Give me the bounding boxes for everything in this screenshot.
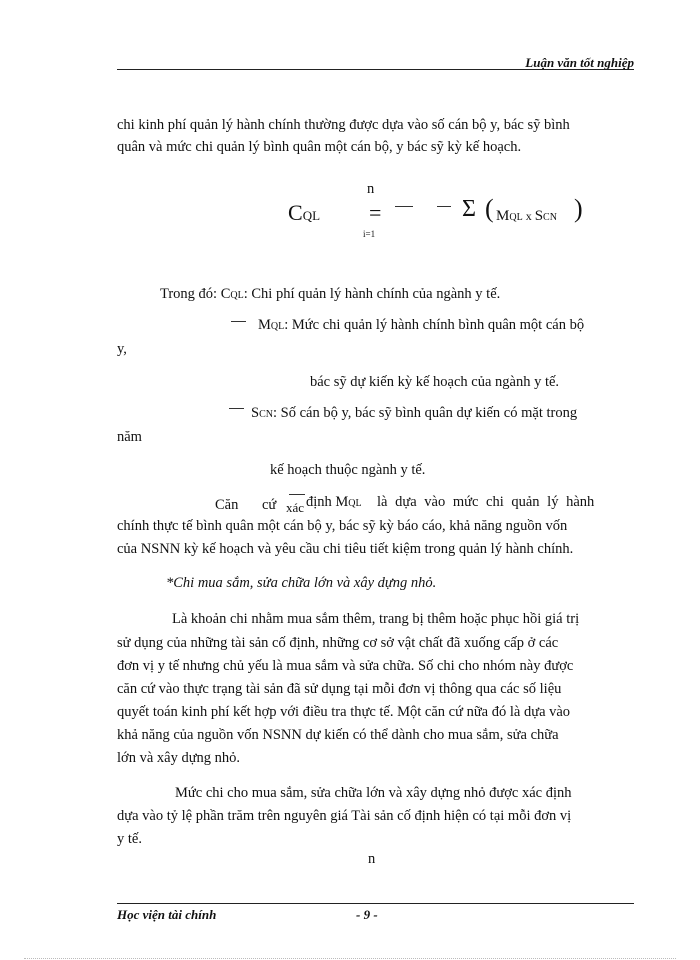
def-s-cont: kế hoạch thuộc ngành y tế.: [270, 462, 426, 478]
def-s: SCN: Số cán bộ y, bác sỹ bình quân dự kiến có mặt trong: [251, 405, 578, 421]
formula-lhs: CQL: [288, 200, 321, 225]
formula-sigma: Σ: [462, 196, 476, 222]
formula-close-paren: ): [574, 194, 583, 223]
para1-line-1: Là khoản chi nhằm mua sắm thêm, trang bị thêm hoặc phục hồi giá trị: [172, 611, 580, 627]
section-heading: *Chi mua sắm, sửa chữa lớn và xây dựng nhỏ.: [166, 575, 437, 591]
footer-page-number: - 9 -: [356, 907, 378, 922]
basis-xac: xác: [286, 500, 305, 515]
def-m: MQL: Mức chi quản lý hành chính bình quân một cán bộ: [258, 317, 585, 333]
basis-line-3: của NSNN kỳ kế hoạch và yêu cầu chi tiêu tiết kiệm trong quản lý hành chính.: [117, 541, 574, 557]
footer-institution: Học viện tài chính: [117, 907, 217, 922]
body-line-1: chi kinh phí quản lý hành chính thường được dựa vào số cán bộ y, bác sỹ bình: [117, 117, 570, 133]
para1-line-4: căn cứ vào thực trạng tài sản đã sử dụng tại mỗi đơn vị thông qua các số liệu: [117, 681, 562, 697]
para1-line-2: sử dụng của những tài sản cố định, những cơ sở vật chất đã xuống cấp ở các: [117, 635, 559, 651]
basis-can: Căn: [215, 497, 239, 513]
para1-line-7: lớn và xây dựng nhỏ.: [117, 750, 241, 766]
formula-bar-2: [437, 206, 451, 207]
para1-line-6: khả năng của nguồn vốn NSNN dự kiến có thể dành cho mua sắm, sửa chữa: [117, 727, 559, 743]
def-s-bar: [229, 408, 244, 409]
body-line-2: quân và mức chi quản lý bình quân một cán bộ, y bác sỹ kỳ kế hoạch.: [117, 139, 522, 155]
header-rule: [117, 69, 634, 70]
basis-bar: [289, 494, 305, 495]
formula-terms: MQL x SCN: [496, 208, 557, 224]
formula-open-paren: (: [485, 194, 494, 223]
basis-rest: là dựa vào mức chi quản lý hành: [377, 494, 595, 510]
trailing-sum-upper: n: [368, 851, 376, 867]
def-s-wrap: năm: [117, 429, 142, 445]
def-m-cont: bác sỹ dự kiến kỳ kế hoạch của ngành y tế.: [310, 374, 560, 390]
formula-sum-upper: n: [367, 181, 375, 197]
basis-dinh: định MQL: [306, 494, 362, 510]
para2-line-1: Mức chi cho mua sắm, sửa chữa lớn và xây dựng nhỏ được xác định: [175, 785, 572, 801]
basis-line-2: chính thực tế bình quân một cán bộ y, bác sỹ kỳ báo cáo, khả năng nguồn vốn: [117, 518, 568, 534]
formula-bar-1: [395, 206, 413, 207]
page-bottom-dotted-line: [24, 958, 676, 959]
basis-cu: cứ: [262, 497, 277, 513]
def-m-bar: [231, 321, 246, 322]
para1-line-5: quyết toán kinh phí kết hợp với điều tra thực tế. Một căn cứ nữa đó là dựa vào: [117, 704, 571, 720]
running-header: Luận văn tốt nghiệp: [525, 55, 634, 70]
para1-line-3: đơn vị y tế nhưng chủ yếu là mua sắm và sửa chữa. Số chi cho nhóm này được: [117, 658, 574, 674]
formula-equals: =: [369, 200, 382, 225]
def-intro: Trong đó: CQL: Chi phí quản lý hành chính của ngành y tế.: [160, 286, 501, 302]
def-m-wrap: y,: [117, 341, 127, 357]
footer-rule: [117, 903, 634, 904]
formula-sum-lower: i=1: [363, 229, 376, 239]
para2-line-3: y tế.: [117, 831, 142, 847]
para2-line-2: dựa vào tỷ lệ phần trăm trên nguyên giá Tài sản cố định hiện có tại mỗi đơn vị: [117, 808, 572, 824]
